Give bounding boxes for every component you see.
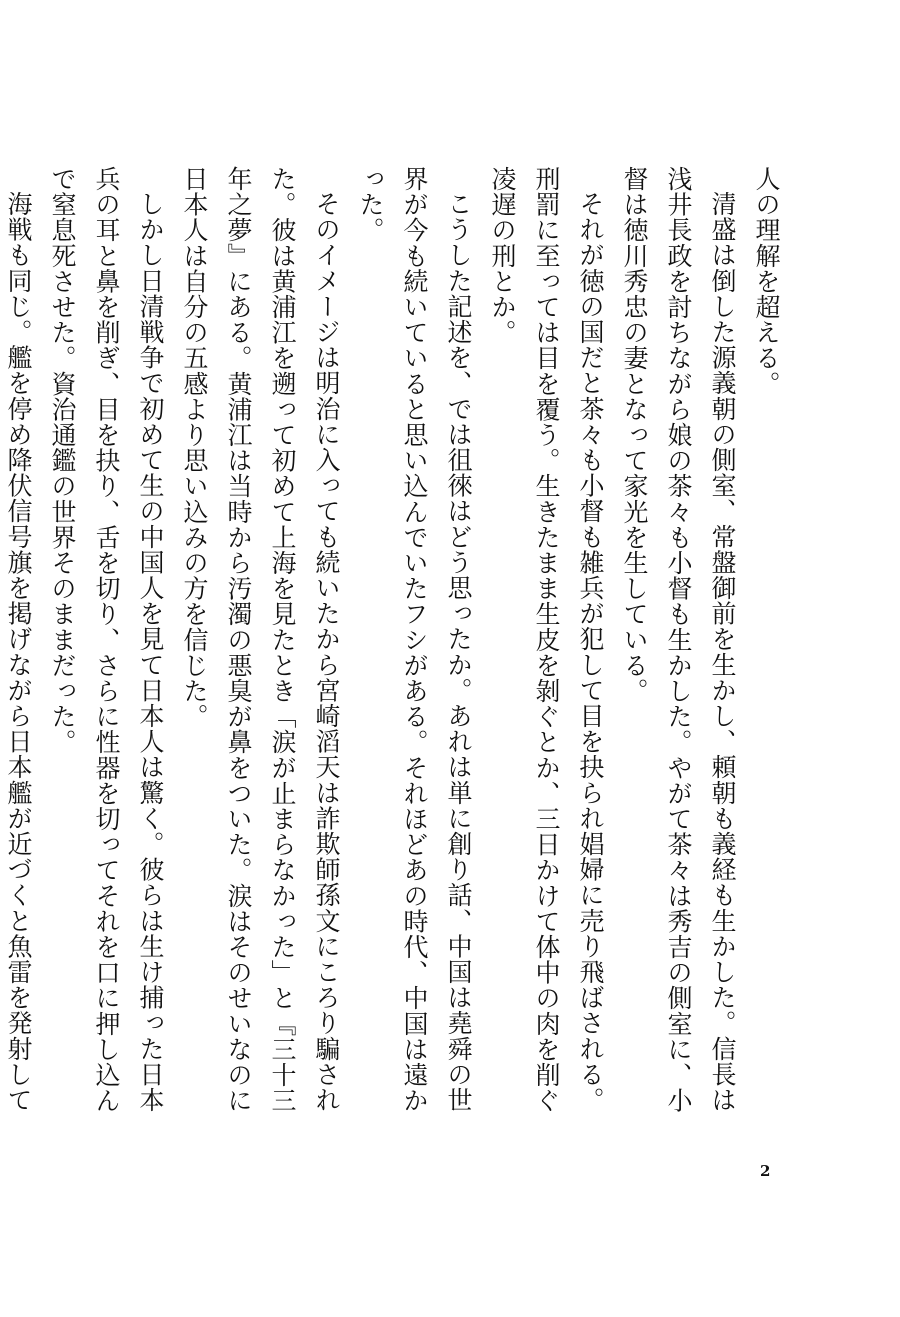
page-number: 2 xyxy=(760,1162,771,1180)
paragraph-5: そのイメージは明治に入っても続いたから宮崎滔天は詐欺師孫文にころり騙された。彼は黄浦江を遡って初めて上海を見たとき「涙が止まらなかった」と『三十三年之夢』にある。黄浦江は当時から汚濁の悪臭が鼻をついた。涙はそのせいなのに日本人は自分の五感より思い込みの方を信じた。 xyxy=(180,166,341,1114)
paragraph-6: しかし日清戦争で初めて生の中国人を見て日本人は驚く。彼らは生け捕った日本兵の耳と鼻を削ぎ、目を抉り、舌を切り、さらに性器を切ってそれを口に押し込んで窒息死させた。資治通鑑の世界そのままだった。 xyxy=(48,166,165,1114)
paragraph-1: 人の理解を超える。 xyxy=(752,166,781,397)
paragraph-2: 清盛は倒した源義朝の側室、常盤御前を生かし、頼朝も義経も生かした。信長は浅井長政を討ちながら娘の茶々も小督も生かした。やがて茶々は秀吉の側室に、小督は徳川秀忠の妻となって家光を生している。 xyxy=(620,166,737,1114)
paragraph-3: それが徳の国だと茶々も小督も雑兵が犯して目を抉られ娼婦に売り飛ばされる。刑罰に至っては目を覆う。生きたまま生皮を剝ぐとか、三日かけて体中の肉を削ぐ凌遅の刑とか。 xyxy=(488,166,605,1114)
body-text xyxy=(4,166,788,1131)
paragraph-4: こうした記述を、では徂徠はどう思ったか。あれは単に創り話、中国は堯舜の世界が今も続いていると思い込んでいたフシがある。それほどあの時代、中国は遠かった。 xyxy=(356,166,473,1114)
paragraph-7: 海戦も同じ。艦を停め降伏信号旗を掲げながら日本艦が近づくと魚雷を発射して xyxy=(4,191,33,1113)
